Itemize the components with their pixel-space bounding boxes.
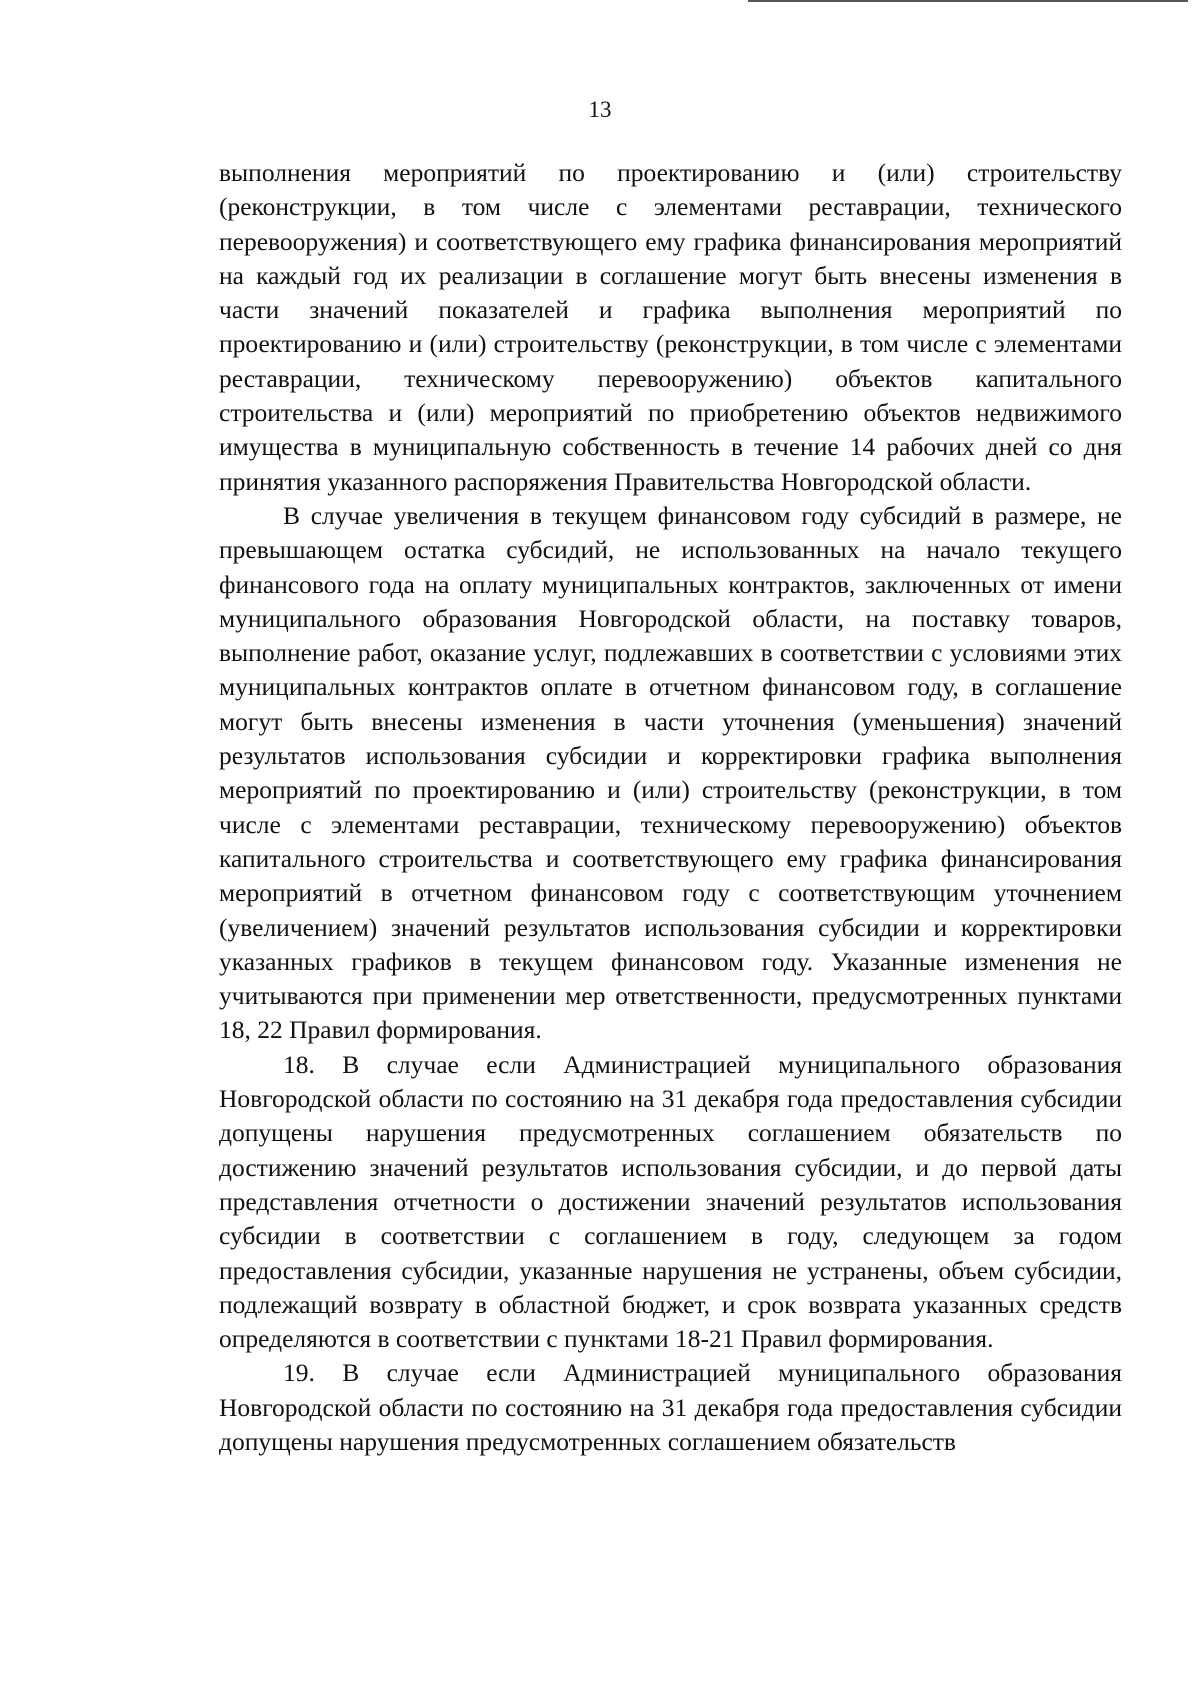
paragraph-item-19: 19. В случае если Администрацией муниципального образования Новгородской области по состоянию на 31 декабря года предоставления субсидии допущены нарушения предусмотренных соглашением обязательств	[219, 1358, 1122, 1456]
top-border-line	[748, 0, 1188, 2]
page-number: 13	[588, 97, 612, 122]
paragraph-continuation: выполнения мероприятий по проектированию и (или) строительству (реконструкции, в том числе с элементами реставрации, технического перевооружения) и соответствующего ему графика финансирования мероприятий на каждый год их реализации в соглашение могут быть внесены изменения в части значений показателей и графика выполнения мероприятий по проектированию и (или) строительству (реконструкции, в том числе с элементами реставрации, техническому перевооружению) объектов капитального строительства и (или) мероприятий по приобретению объектов недвижимого имущества в муниципальную собственность в течение 14 рабочих дней со дня принятия указанного распоряжения Правительства Новгородской области.	[219, 158, 1122, 496]
paragraph-item-18: 18. В случае если Администрацией муниципального образования Новгородской области по состоянию на 31 декабря года предоставления субсидии допущены нарушения предусмотренных соглашением обязательств по достижению значений результатов использования субсидии, и до первой даты представления отчетности о достижении значений результатов использования субсидии в соответствии с соглашением в году, следующем за годом предоставления субсидии, указанные нарушения не устранены, объем субсидии, подлежащий возврату в областной бюджет, и срок возврата указанных средств определяются в соответствии с пунктами 18-21 Правил формирования.	[219, 1049, 1122, 1354]
paragraph-subsidy-increase: В случае увеличения в текущем финансовом году субсидий в размере, не превышающем остатка субсидий, не использованных на начало текущего финансового года на оплату муниципальных контрактов, заключенных от имени муниципального образования Новгородской области, на поставку товаров, выполнение работ, оказание услуг, подлежавших в соответствии с условиями этих муниципальных контрактов оплате в отчетном финансовом году, в соглашение могут быть внесены изменения в части уточнения (уменьшения) значений результатов использования субсидии и корректировки графика выполнения мероприятий по проектированию и (или) строительству (реконструкции, в том числе с элементами реставрации, техническому перевооружению) объектов капитального строительства и соответствующего ему графика финансирования мероприятий в отчетном финансовом году с соответствующим уточнением (увеличением) значений результатов использования субсидии и корректировки указанных графиков в текущем финансовом году. Указанные изменения не учитываются при применении мер ответственности, предусмотренных пунктами 18, 22 Правил формирования.	[219, 500, 1122, 1045]
document-body	[219, 156, 1122, 1459]
